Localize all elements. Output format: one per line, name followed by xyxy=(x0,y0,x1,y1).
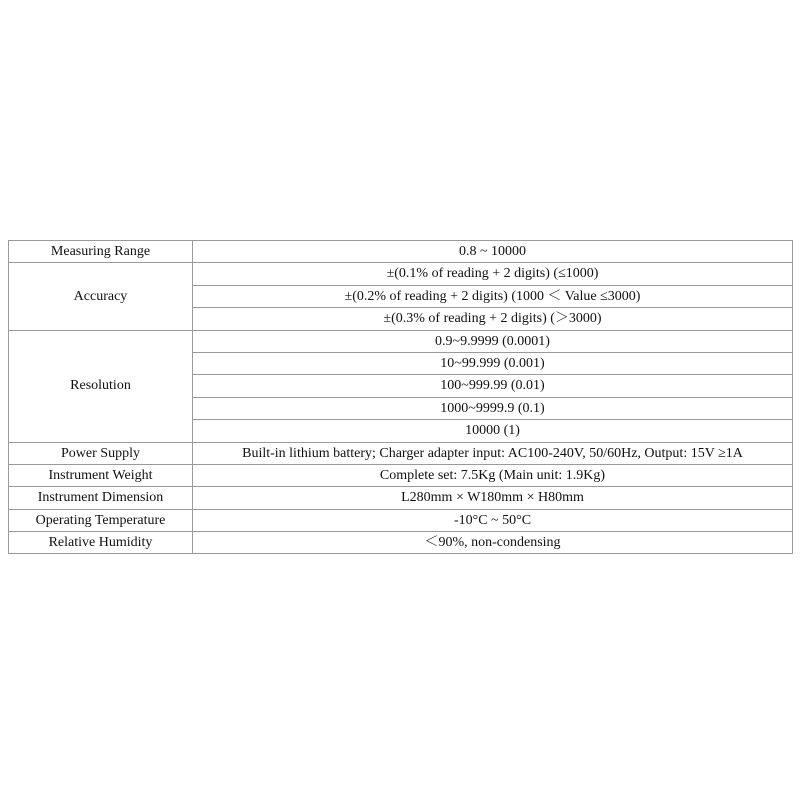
measuring-range-label: Measuring Range xyxy=(9,241,193,263)
table-row xyxy=(9,487,793,509)
table-row xyxy=(9,532,793,554)
table-row xyxy=(9,330,793,352)
specification-table xyxy=(8,240,793,554)
table-row xyxy=(9,263,793,285)
accuracy-value: ±(0.1% of reading + 2 digits) (≤1000) xyxy=(193,263,793,285)
table-row xyxy=(9,442,793,464)
operating-temperature-label: Operating Temperature xyxy=(9,509,193,531)
table-row xyxy=(9,509,793,531)
accuracy-value: ±(0.2% of reading + 2 digits) (1000 ＜ Value ≤3000) xyxy=(193,285,793,307)
resolution-value: 1000~9999.9 (0.1) xyxy=(193,397,793,419)
resolution-label: Resolution xyxy=(9,330,193,442)
resolution-value: 10000 (1) xyxy=(193,420,793,442)
resolution-value: 100~999.99 (0.01) xyxy=(193,375,793,397)
table-row xyxy=(9,241,793,263)
instrument-weight-value: Complete set: 7.5Kg (Main unit: 1.9Kg) xyxy=(193,464,793,486)
relative-humidity-label: Relative Humidity xyxy=(9,532,193,554)
instrument-weight-label: Instrument Weight xyxy=(9,464,193,486)
instrument-dimension-label: Instrument Dimension xyxy=(9,487,193,509)
relative-humidity-value: ＜90%, non-condensing xyxy=(193,532,793,554)
operating-temperature-value: -10°C ~ 50°C xyxy=(193,509,793,531)
accuracy-label: Accuracy xyxy=(9,263,193,330)
power-supply-label: Power Supply xyxy=(9,442,193,464)
instrument-dimension-value: L280mm × W180mm × H80mm xyxy=(193,487,793,509)
resolution-value: 0.9~9.9999 (0.0001) xyxy=(193,330,793,352)
resolution-value: 10~99.999 (0.001) xyxy=(193,352,793,374)
measuring-range-value: 0.8 ~ 10000 xyxy=(193,241,793,263)
accuracy-value: ±(0.3% of reading + 2 digits) (＞3000) xyxy=(193,308,793,330)
power-supply-value: Built-in lithium battery; Charger adapter input: AC100-240V, 50/60Hz, Output: 15V ≥1A xyxy=(193,442,793,464)
table-row xyxy=(9,464,793,486)
